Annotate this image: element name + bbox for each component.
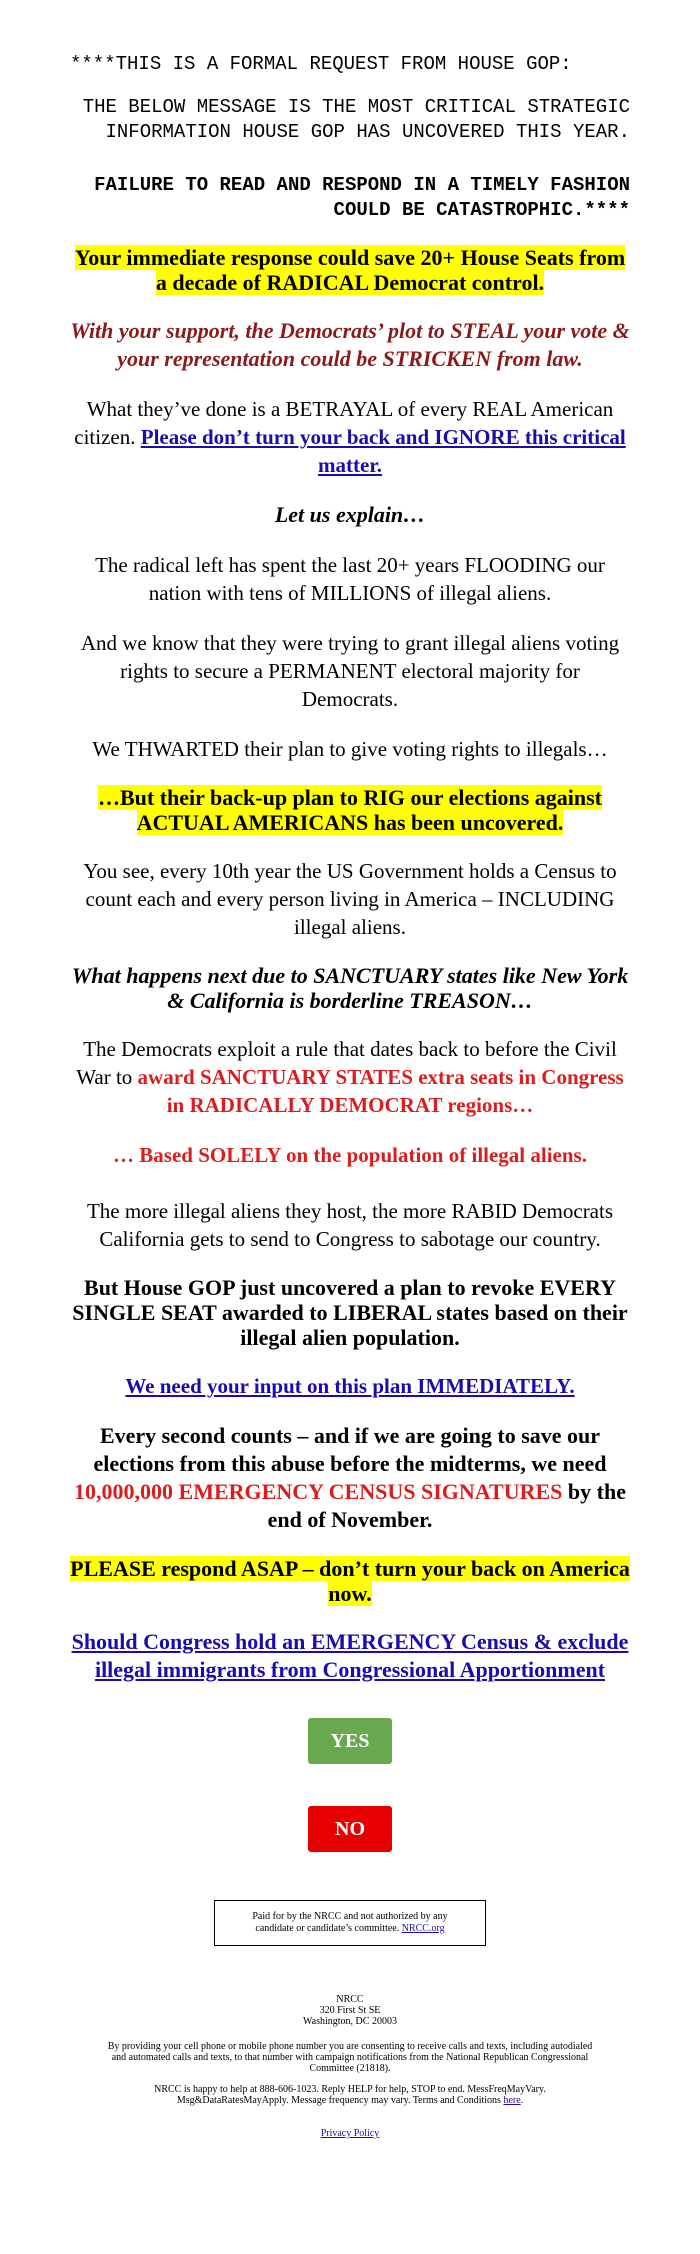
paragraph-rabid-democrats: The more illegal aliens they host, the more RABID Democrats California gets to send to Congress to sabotage our country. <box>86 1199 614 1251</box>
disclaimer-text: Paid for by the NRCC and not authorized by any candidate or candidate’s committee. <box>252 1911 448 1934</box>
support-statement: With your support, the Democrats’ plot to STEAL your vote & your representation could be STRICKEN from law. <box>70 318 630 371</box>
backup-plan-text: …But their back-up plan to RIG our elections against ACTUAL AMERICANS has been uncovered. <box>97 785 603 835</box>
paragraph-thwarted: We THWARTED their plan to give voting rights to illegals… <box>92 737 608 761</box>
yes-button[interactable]: YES <box>308 1718 392 1764</box>
footer-help-period: . <box>520 2095 524 2106</box>
terms-link[interactable]: here <box>503 2095 521 2106</box>
privacy-row <box>70 2128 630 2139</box>
header-line-2: THE BELOW MESSAGE IS THE MOST CRITICAL STRATEGIC INFORMATION HOUSE GOP HAS UNCOVERED THIS YEAR. <box>82 96 630 143</box>
paragraph-flooding: The radical left has spent the last 20+ years FLOODING our nation with tens of MILLIONS of illegal aliens. <box>95 553 605 605</box>
question-paragraph <box>70 1628 630 1684</box>
treason-statement: What happens next due to SANCTUARY states like New York & California is borderline TREASON… <box>71 963 629 1013</box>
footer-org: NRCC <box>336 1994 364 2005</box>
paragraph-civil-war-rule <box>70 1035 630 1119</box>
header-line-3: FAILURE TO READ AND RESPOND IN A TIMELY FASHION COULD BE CATASTROPHIC.**** <box>94 174 630 221</box>
intro-highlight-text: Your immediate response could save 20+ House Seats from a decade of RADICAL Democrat control. <box>74 245 626 295</box>
disclaimer-content <box>240 1911 460 1935</box>
intro-highlight <box>70 245 630 295</box>
paid-for-disclaimer <box>214 1900 486 1946</box>
signatures-goal: 10,000,000 EMERGENCY CENSUS SIGNATURES <box>74 1479 563 1504</box>
explain-heading: Let us explain… <box>274 502 426 527</box>
footer-consent: By providing your cell phone or mobile phone number you are consenting to receive calls and texts, including autodialed and automated calls and texts, to that number with campaign notifications from the National Republican Congressional Committee (21818). <box>107 2041 593 2074</box>
nrcc-link[interactable]: NRCC.org <box>401 1923 445 1934</box>
input-link[interactable]: We need your input on this plan IMMEDIATELY. <box>125 1374 575 1398</box>
privacy-policy-link[interactable]: Privacy Policy <box>320 2128 380 2139</box>
signatures-text-b: by the end of November. <box>267 1479 626 1532</box>
footer-help <box>120 2084 580 2106</box>
signatures-paragraph <box>70 1422 630 1534</box>
signatures-text-a: Every second counts – and if we are going to save our elections from this abuse before the midterms, we need <box>93 1423 607 1476</box>
respond-highlight-text: PLEASE respond ASAP – don’t turn your back on America now. <box>70 1556 630 1606</box>
population-statement: … Based SOLELY on the population of illegal aliens. <box>113 1143 587 1167</box>
no-button[interactable]: NO <box>308 1806 392 1852</box>
paragraph-voting-rights: And we know that they were trying to grant illegal aliens voting rights to secure a PERMANENT electoral majority for Democrats. <box>80 631 620 711</box>
ignore-link[interactable]: Please don’t turn your back and IGNORE this critical matter. <box>140 425 626 477</box>
footer-help-text: NRCC is happy to help at 888-606-1023. Reply HELP for help, STOP to end. MessFreqMayVary. Msg&DataRatesMayApply. Message frequency may vary. Terms and Conditions <box>154 2084 546 2106</box>
civil-war-text: The Democrats exploit a rule that dates back to before the Civil War to <box>76 1037 617 1089</box>
census-question-link[interactable]: Should Congress hold an EMERGENCY Census & exclude illegal immigrants from Congressional Apportionment <box>71 1629 629 1682</box>
paragraph-census: You see, every 10th year the US Government holds a Census to count each and every person living in America – INCLUDING illegal aliens. <box>83 859 617 939</box>
input-paragraph <box>70 1372 630 1400</box>
betrayal-paragraph <box>70 395 630 479</box>
header-line-1: ****THIS IS A FORMAL REQUEST FROM HOUSE GOP: <box>70 53 572 75</box>
footer-address-1: 320 First St SE <box>319 2005 381 2016</box>
email-body <box>70 0 630 2139</box>
betrayal-text: What they’ve done is a BETRAYAL of every REAL American citizen. <box>74 397 614 449</box>
footer <box>70 1994 630 2139</box>
revoke-plan-statement: But House GOP just uncovered a plan to revoke EVERY SINGLE SEAT awarded to LIBERAL states based on their illegal alien population. <box>72 1275 628 1350</box>
respond-highlight <box>70 1556 630 1606</box>
sanctuary-seats-text: award SANCTUARY STATES extra seats in Congress in RADICALLY DEMOCRAT regions… <box>137 1065 624 1117</box>
footer-address-2: Washington, DC 20003 <box>303 2016 397 2027</box>
backup-plan-highlight <box>70 785 630 835</box>
